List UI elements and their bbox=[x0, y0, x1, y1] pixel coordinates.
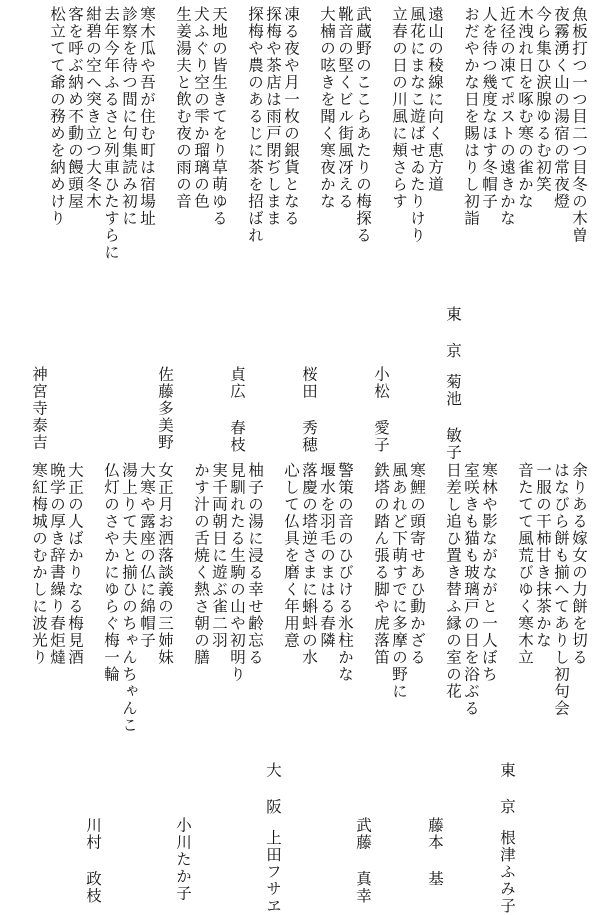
author-location: 東 京 bbox=[498, 762, 516, 816]
haiku-line: 探梅や農のあるじに茶を招ばれ bbox=[246, 6, 264, 244]
haiku-line: 近径の凍てポストの遠きかな bbox=[498, 6, 516, 227]
author-name: 佐藤多美野 bbox=[156, 366, 174, 451]
haiku-line: 落慶の塔逆さまに蝌蚪の水 bbox=[300, 462, 318, 666]
author-name: 川村 政枝 bbox=[84, 817, 102, 905]
haiku-line: 犬ふぐり空の雫か瑠璃の色 bbox=[192, 6, 210, 210]
haiku-line: 木洩れ日を啄む寒の雀かな bbox=[516, 6, 534, 210]
haiku-line: 仏灯のさやかにゆらぐ梅一輪 bbox=[102, 462, 120, 683]
haiku-line: 凍る夜や月一枚の銀貨となる bbox=[282, 6, 300, 227]
haiku-line: 立春の日の川風に頬さらす bbox=[390, 6, 408, 210]
haiku-line: 魚板打つ一つ目二つ目冬の木曽 bbox=[570, 6, 588, 244]
bottom-section bbox=[8, 462, 592, 915]
haiku-line: 遠山の稜線に向く恵方道 bbox=[426, 6, 444, 193]
author-attribution bbox=[264, 462, 286, 915]
author-attribution bbox=[426, 462, 448, 898]
haiku-line: 見馴れたる生駒の山や初明り bbox=[228, 462, 246, 683]
author-name: 根津ふみ子 bbox=[498, 829, 516, 915]
haiku-line: 人を待つ幾度なほす冬帽子 bbox=[480, 6, 498, 210]
author-attribution bbox=[156, 6, 178, 451]
author-name: 武藤 真幸 bbox=[354, 817, 372, 905]
haiku-line: 生姜湯夫と飲む夜の雨の音 bbox=[174, 6, 192, 210]
haiku-line: 靴音の堅くビル街風冴える bbox=[336, 6, 354, 210]
haiku-line: おだやかな日を賜はりし初詣 bbox=[462, 6, 480, 227]
author-name: 上田フサヱ bbox=[264, 829, 282, 915]
haiku-line: 警策の音のひびける氷柱かな bbox=[336, 462, 354, 683]
haiku-line: 今ら集ひ涙腺ゆるむ初笑 bbox=[534, 6, 552, 193]
haiku-line: 夜霧湧く山の湯宿の常夜燈 bbox=[552, 6, 570, 210]
haiku-line: 日差し追ひ置き替ふ縁の室の花 bbox=[444, 462, 462, 700]
top-section bbox=[8, 6, 592, 461]
haiku-line: 室咲きも猫も玻璃戸の日を浴ぶる bbox=[462, 462, 480, 717]
haiku-line: 鉄塔の踏ん張る脚や虎落笛 bbox=[372, 462, 390, 666]
haiku-line: かす汁の舌焼く熱さ朝の膳 bbox=[192, 462, 210, 666]
haiku-line: 天地の皆生きてをり草萌ゆる bbox=[210, 6, 228, 227]
haiku-line: 大寒や露座の仏に綿帽子 bbox=[138, 462, 156, 649]
author-name: 神宮寺泰吉 bbox=[30, 366, 48, 451]
haiku-line: 大楠の呟きを聞く寒夜かな bbox=[318, 6, 336, 210]
haiku-line: 探梅や茶店は雨戸閉ぢしまま bbox=[264, 6, 282, 227]
haiku-line: 松立てて爺の務めを納めけり bbox=[48, 6, 66, 227]
haiku-line: 紺碧の空へ突き立つ大冬木 bbox=[84, 6, 102, 210]
haiku-line: 武蔵野のここらあたりの梅探る bbox=[354, 6, 372, 244]
haiku-line: 音たてて風荒びゆく寒木立 bbox=[516, 462, 534, 666]
author-name: 菊池 敏子 bbox=[444, 373, 462, 461]
haiku-line: 晩学の厚き辞書繰り春炬燵 bbox=[48, 462, 66, 666]
author-name: 貞広 春枝 bbox=[228, 366, 246, 454]
author-attribution bbox=[372, 6, 394, 454]
author-attribution bbox=[174, 462, 196, 902]
haiku-line: 心して仏具を磨く年用意 bbox=[282, 462, 300, 649]
haiku-line: 余りある嫁女の力餅を切る bbox=[570, 462, 588, 666]
author-attribution bbox=[444, 6, 466, 461]
haiku-line: 寒木瓜や吾が住む町は宿場址 bbox=[138, 6, 156, 227]
author-attribution bbox=[30, 6, 52, 451]
author-attribution bbox=[300, 6, 322, 454]
haiku-line: 寒鯉の頭寄せあひ動かざる bbox=[408, 462, 426, 666]
haiku-line: 診察を待つ間に句集読み初に bbox=[120, 6, 138, 227]
haiku-line: 堰水を羽毛のまはる春隣 bbox=[318, 462, 336, 649]
author-name: 桜田 秀穂 bbox=[300, 366, 318, 454]
author-attribution bbox=[354, 462, 376, 905]
haiku-line: 柚子の湯に浸る幸せ齢忘る bbox=[246, 462, 264, 666]
haiku-line: 寒林や影ながながと一人ぼち bbox=[480, 462, 498, 683]
haiku-line: 湯上りて夫と揃ひのちゃんちゃんこ bbox=[120, 462, 138, 734]
author-name: 小松 愛子 bbox=[372, 366, 390, 454]
haiku-line: 風花にまなこ遊ばせゐたりけり bbox=[408, 6, 426, 244]
author-location: 大 阪 bbox=[264, 762, 282, 816]
haiku-line: 女正月お洒落談義の三姉妹 bbox=[156, 462, 174, 666]
haiku-line: はなびら餅も揃へてありし初句会 bbox=[552, 462, 570, 717]
haiku-line: 去年今年ふるさと列車ひたすらに bbox=[102, 6, 120, 261]
author-attribution bbox=[498, 462, 520, 915]
haiku-line: 大正の人ばかりなる梅見酒 bbox=[66, 462, 84, 666]
author-attribution bbox=[84, 462, 106, 905]
haiku-line: 実千両朝日に遊ぶ雀二羽 bbox=[210, 462, 228, 649]
author-name: 藤本 基 bbox=[426, 817, 444, 888]
haiku-line: 客を呼ぶ納め不動の饅頭屋 bbox=[66, 6, 84, 210]
haiku-line: 寒紅梅城のむかしに波光り bbox=[30, 462, 48, 666]
haiku-line: 風あれど下萌すでに多摩の野に bbox=[390, 462, 408, 700]
haiku-line: 一服の干柿甘き抹茶かな bbox=[534, 462, 552, 649]
author-attribution bbox=[228, 6, 250, 454]
author-name: 小川たか子 bbox=[174, 817, 192, 902]
author-location: 東 京 bbox=[444, 306, 462, 360]
